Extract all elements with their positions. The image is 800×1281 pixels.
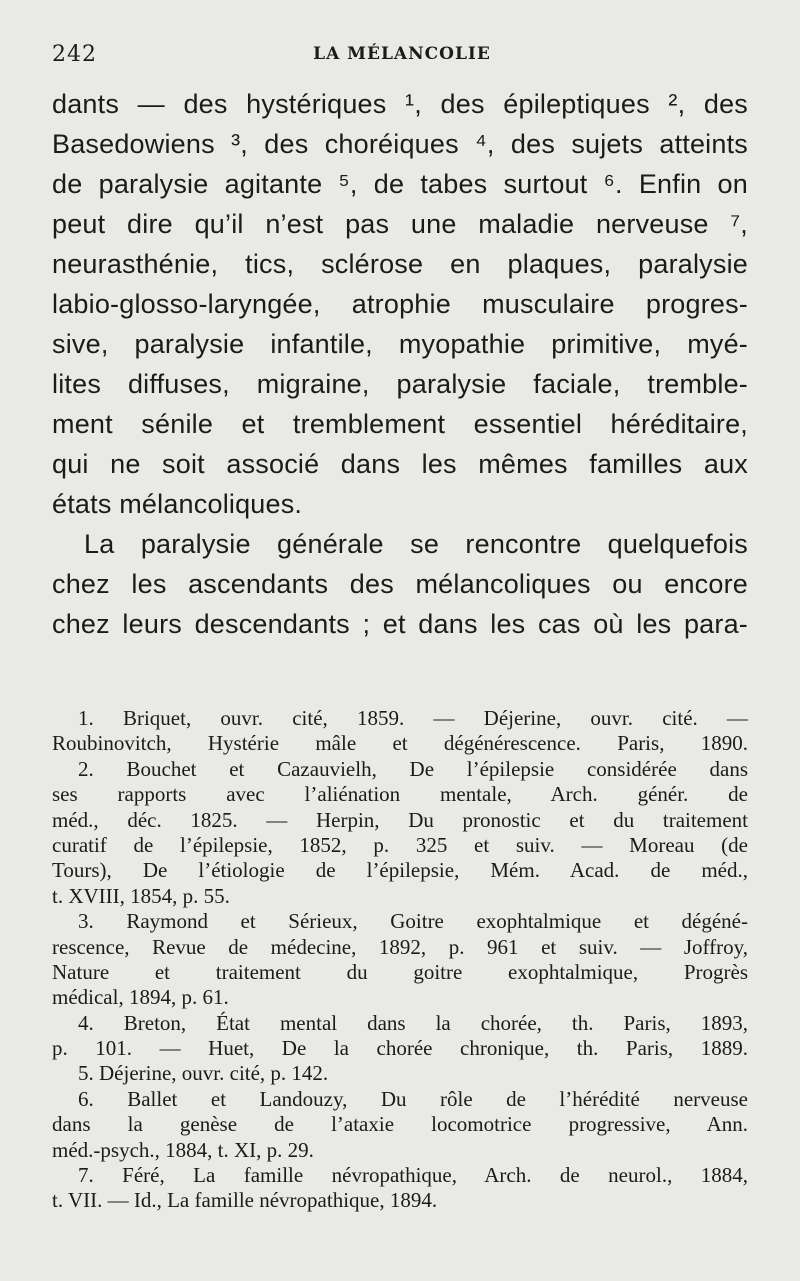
footnote-line: t. XVIII, 1854, p. 55.	[52, 883, 230, 908]
page-number: 242	[52, 42, 97, 67]
footnote-line: méd.-psych., 1884, t. XI, p. 29.	[52, 1137, 314, 1162]
body-line: sive, paralysie infantile, myopathie primitive, myé-	[52, 329, 748, 359]
body-line: lites diffuses, migraine, paralysie faciale, tremble-	[52, 369, 748, 399]
footnote-line: 4. Breton, État mental dans la chorée, th. Paris, 1893,	[78, 1010, 748, 1035]
body-line: de paralysie agitante ⁵, de tabes surtout ⁶. Enfin on	[52, 169, 748, 199]
footnote-line: 3. Raymond et Sérieux, Goitre exophtalmique et dégéné-	[78, 909, 748, 934]
footnote-line: Roubinovitch, Hystérie mâle et dégénérescence. Paris, 1890.	[52, 731, 748, 756]
footnote-line: médical, 1894, p. 61.	[52, 985, 229, 1010]
footnote-line: p. 101. — Huet, De la chorée chronique, th. Paris, 1889.	[52, 1036, 748, 1061]
footnotes	[52, 706, 748, 1214]
body-line: neurasthénie, tics, sclérose en plaques, paralysie	[52, 249, 748, 279]
footnote-line: 5. Déjerine, ouvr. cité, p. 142.	[78, 1061, 329, 1086]
body-text	[52, 84, 748, 644]
footnote-line: t. VII. — Id., La famille névropathique, 1894.	[52, 1188, 438, 1213]
body-line: ment sénile et tremblement essentiel héréditaire,	[52, 409, 748, 439]
footnote-line: 1. Briquet, ouvr. cité, 1859. — Déjerine, ouvr. cité. —	[78, 706, 748, 730]
footnote-line: dans la genèse de l’ataxie locomotrice progressive, Ann.	[52, 1112, 748, 1137]
body-line: labio-glosso-laryngée, atrophie musculaire progres-	[52, 289, 748, 319]
body-line: dants — des hystériques ¹, des épileptiques ², des	[52, 89, 748, 119]
body-line: qui ne soit associé dans les mêmes familles aux	[52, 449, 748, 479]
footnote-line: Tours), De l’étiologie de l’épilepsie, Mém. Acad. de méd.,	[52, 858, 748, 883]
body-line: Basedowiens ³, des choréiques ⁴, des sujets atteints	[52, 129, 748, 159]
footnote-line: Nature et traitement du goitre exophtalmique, Progrès	[52, 959, 748, 984]
body-line: chez les ascendants des mélancoliques ou encore	[52, 569, 748, 599]
running-title: LA MÉLANCOLIE	[313, 44, 491, 64]
footnote-line: 6. Ballet et Landouzy, Du rôle de l’hérédité nerveuse	[78, 1086, 748, 1111]
footnote-line: ses rapports avec l’aliénation mentale, Arch. génér. de	[52, 782, 748, 807]
footnote-line: rescence, Revue de médecine, 1892, p. 961 et suiv. — Joffroy,	[52, 934, 748, 959]
footnote-line: 2. Bouchet et Cazauvielh, De l’épilepsie considérée dans	[78, 756, 748, 781]
footnote-line: curatif de l’épilepsie, 1852, p. 325 et suiv. — Moreau (de	[52, 832, 748, 857]
body-line: La paralysie générale se rencontre quelquefois	[84, 529, 748, 559]
footnote-line: méd., déc. 1825. — Herpin, Du pronostic et du traitement	[52, 807, 748, 832]
footnote-line: 7. Féré, La famille névropathique, Arch. de neurol., 1884,	[78, 1163, 748, 1188]
page-header	[52, 38, 752, 70]
body-line: chez leurs descendants ; et dans les cas où les para-	[52, 609, 748, 639]
body-line: peut dire qu’il n’est pas une maladie nerveuse ⁷,	[52, 209, 748, 239]
body-line: états mélancoliques.	[52, 489, 303, 519]
